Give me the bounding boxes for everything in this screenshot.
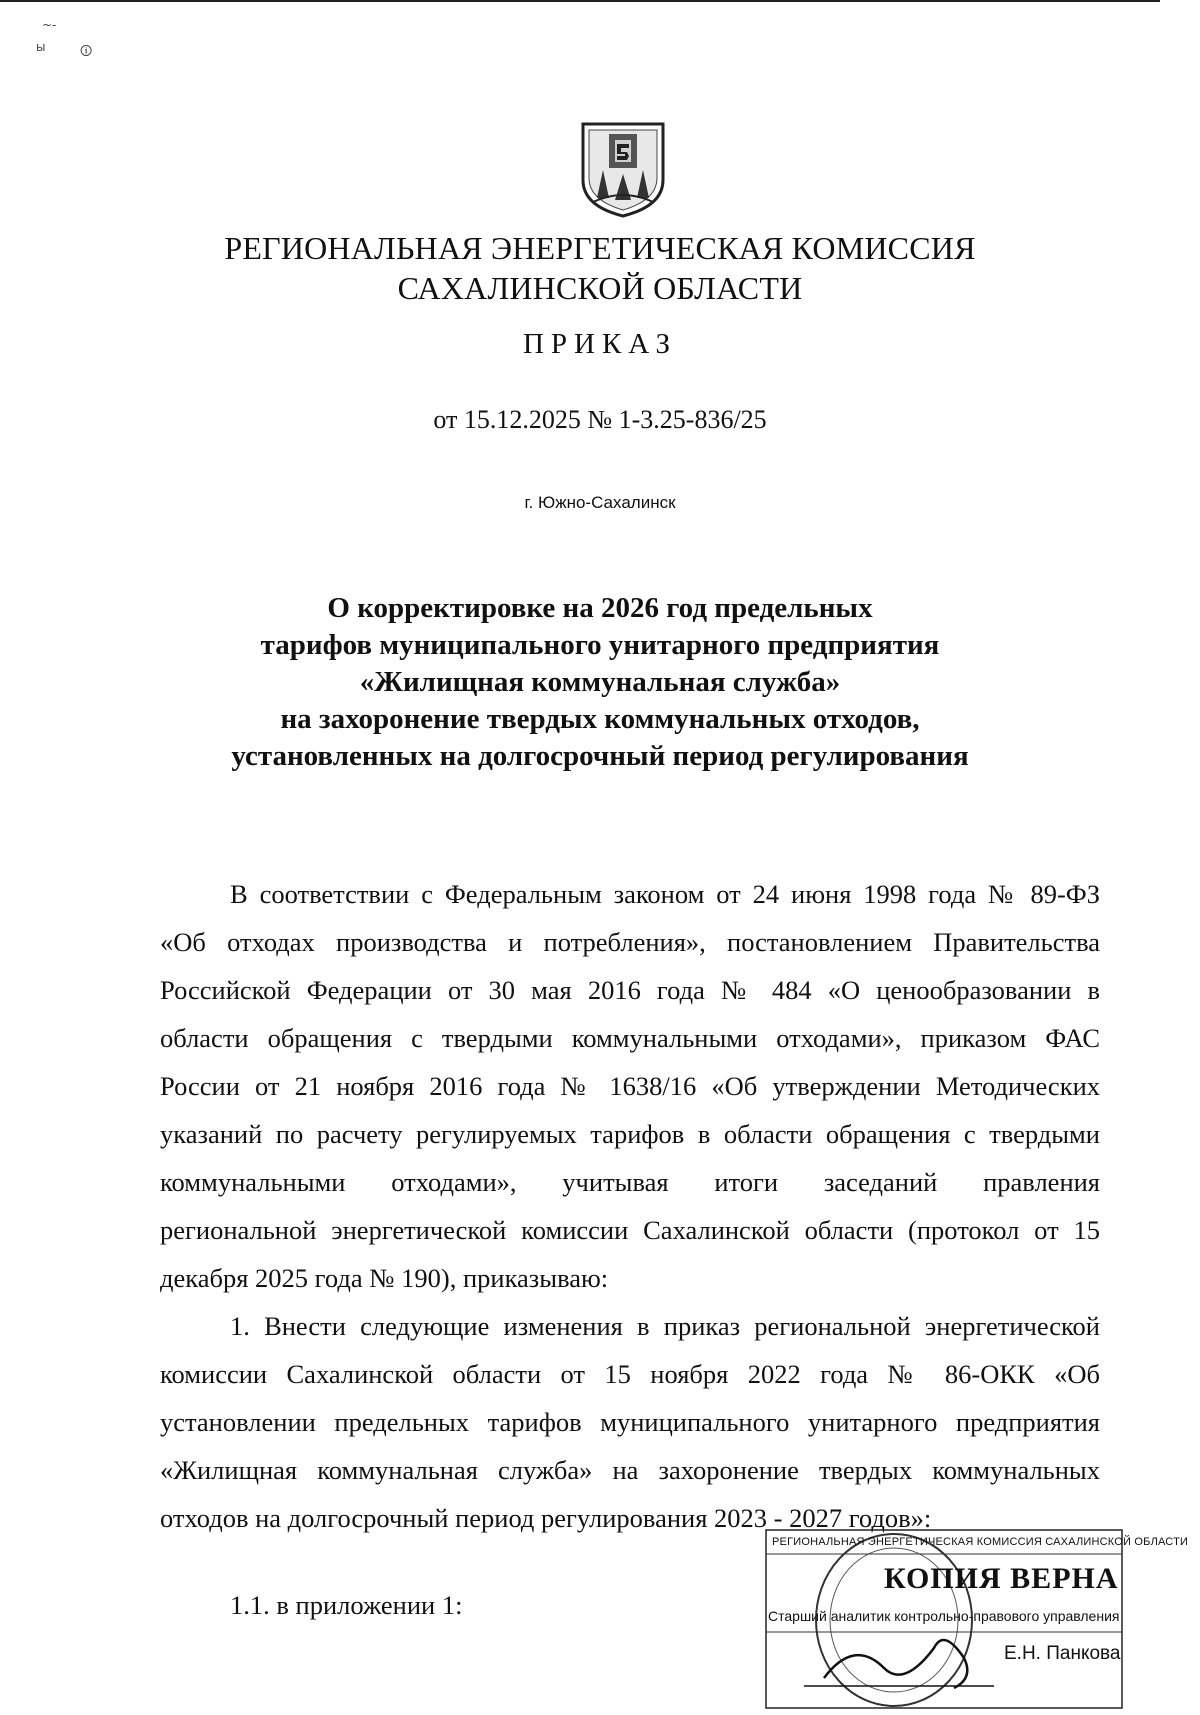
body-line: указаний по расчету регулируемых тарифов в области обращения с твердыми — [160, 1119, 1100, 1149]
subject-line: тарифов муниципального унитарного предприятия — [260, 629, 940, 661]
body-paragraph-item1 — [160, 1302, 1100, 1542]
subject-line: О корректировке на 2026 год предельных — [327, 592, 873, 624]
stamp-signer-name: Е.Н. Панкова — [1004, 1643, 1121, 1664]
scan-artifact-mark: ~- — [42, 18, 57, 32]
scan-artifact-mark: 🛈 — [80, 44, 93, 58]
body-line: Российской Федерации от 30 мая 2016 года № 484 «О ценообразовании в — [160, 975, 1100, 1005]
document-type: ПРИКАЗ — [522, 328, 678, 360]
stamp-signer-position: Старший аналитик контрольно-правового управления — [768, 1608, 1120, 1624]
document-number-date: от 15.12.2025 № 1-3.25-836/25 — [433, 405, 767, 434]
certification-stamp — [764, 1528, 1189, 1710]
organization-name-line2: САХАЛИНСКОЙ ОБЛАСТИ — [397, 270, 803, 306]
stamp-status: КОПИЯ ВЕРНА — [884, 1562, 1119, 1595]
document-city: г. Южно-Сахалинск — [524, 493, 676, 512]
subject-line: на захоронение твердых коммунальных отходов, — [280, 703, 920, 735]
body-paragraph-item1-1: 1.1. в приложении 1: — [230, 1590, 463, 1620]
body-line: 1. Внести следующие изменения в приказ региональной энергетической — [230, 1311, 1100, 1341]
coat-of-arms-emblem — [577, 118, 669, 218]
organization-name-line1: РЕГИОНАЛЬНАЯ ЭНЕРГЕТИЧЕСКАЯ КОМИССИЯ — [224, 230, 976, 266]
body-line: России от 21 ноября 2016 года № 1638/16 «Об утверждении Методических — [160, 1071, 1100, 1101]
scan-artifact-mark: ы — [36, 40, 46, 54]
body-paragraph-preamble — [160, 870, 1100, 1302]
body-line: региональной энергетической комиссии Сахалинской области (протокол от 15 — [160, 1215, 1100, 1245]
body-line: декабря 2025 года № 190), приказываю: — [160, 1263, 609, 1293]
body-line: установлении предельных тарифов муниципального унитарного предприятия — [160, 1407, 1100, 1437]
body-line: отходов на долгосрочный период регулирования 2023 - 2027 годов»: — [160, 1503, 932, 1533]
body-line: области обращения с твердыми коммунальными отходами», приказом ФАС — [160, 1023, 1100, 1053]
subject-line: установленных на долгосрочный период регулирования — [231, 740, 969, 772]
subject-line: «Жилищная коммунальная служба» — [359, 666, 841, 698]
body-line: комиссии Сахалинской области от 15 ноября 2022 года № 86-ОКК «Об — [160, 1359, 1100, 1389]
body-line: В соответствии с Федеральным законом от 24 июня 1998 года № 89-ФЗ — [230, 879, 1100, 909]
body-line: коммунальными отходами», учитывая итоги заседаний правления — [160, 1167, 1100, 1197]
body-line: «Жилищная коммунальная служба» на захоронение твердых коммунальных — [160, 1455, 1100, 1485]
document-subject — [0, 590, 1200, 775]
stamp-organization: РЕГИОНАЛЬНАЯ ЭНЕРГЕТИЧЕСКАЯ КОМИССИЯ САХАЛИНСКОЙ ОБЛАСТИ — [772, 1536, 1189, 1548]
body-line: «Об отходах производства и потребления», постановлением Правительства — [160, 927, 1100, 957]
top-scan-border — [0, 0, 1160, 2]
